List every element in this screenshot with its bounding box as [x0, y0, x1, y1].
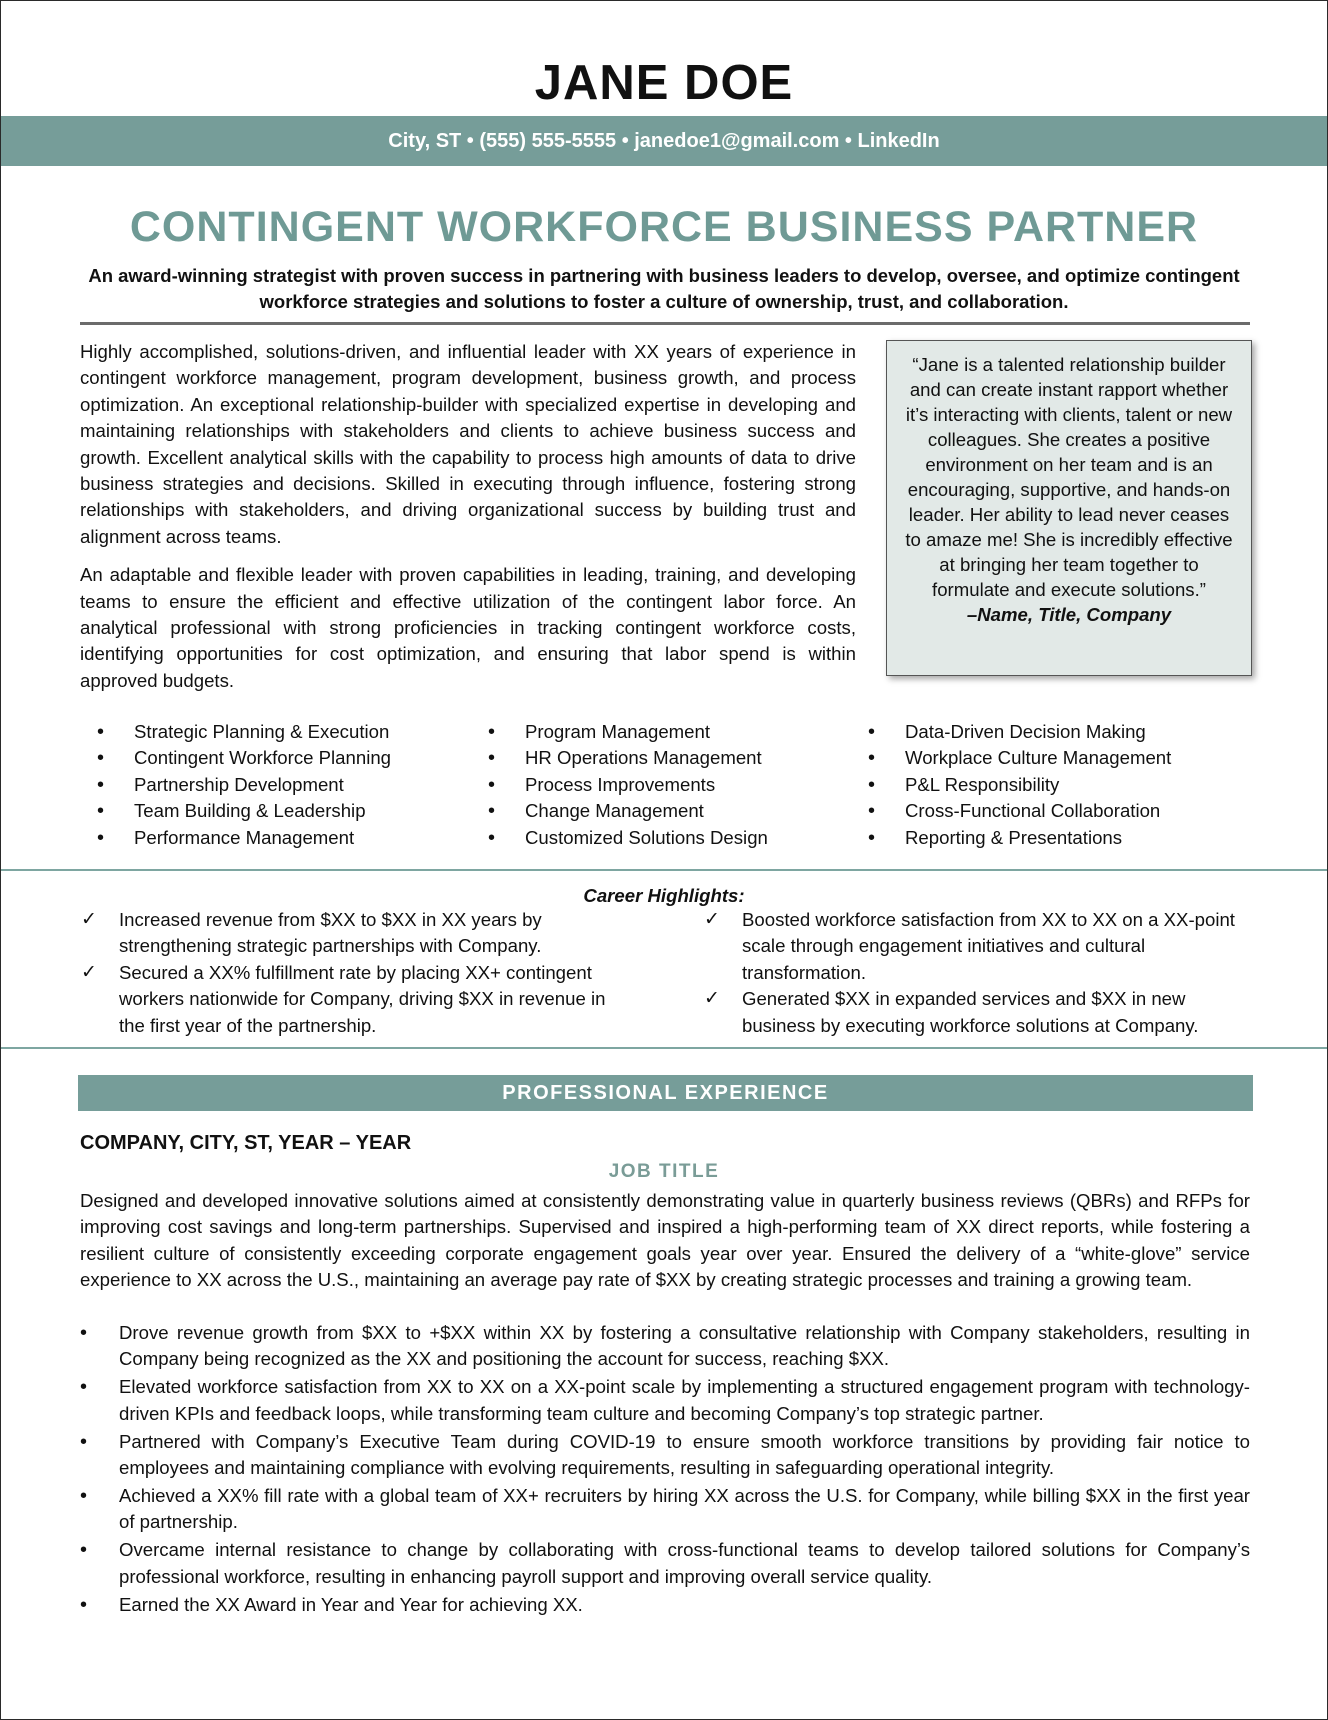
- checkmark-icon: ✓: [81, 961, 97, 983]
- achievement-text: Elevated workforce satisfaction from XX to XX on a XX-point scale by implementing a structured engagement program with technology-driven KPIs and feedback loops, while transforming team culture and becoming Company’s top strategic partner.: [119, 1376, 1250, 1424]
- highlight-item: [81, 960, 626, 1039]
- summary-paragraph: An adaptable and flexible leader with proven capabilities in leading, training, and developing teams to ensure the efficient and effective utilization of the contingent labor force. An analytical professional with strong proficiencies in tracking contingent workforce costs, identifying opportunities for cost optimization, and ensuring that labor spend is within approved budgets.: [80, 564, 856, 691]
- target-job-headline: CONTINGENT WORKFORCE BUSINESS PARTNER: [129, 203, 1199, 251]
- bullet-icon: •: [80, 1484, 88, 1507]
- testimonial-box: [886, 340, 1252, 676]
- highlight-item: [704, 907, 1252, 986]
- achievement-item: [80, 1429, 1250, 1482]
- competency-label: Strategic Planning & Execution: [134, 721, 390, 742]
- competency-label: Data-Driven Decision Making: [905, 721, 1146, 742]
- achievement-list: [80, 1320, 1250, 1619]
- bullet-icon: •: [868, 721, 876, 743]
- highlight-text: Generated $XX in expanded services and $XX in new business by executing workforce solutions at Company.: [742, 988, 1199, 1036]
- bullet-icon: •: [868, 800, 876, 823]
- bullet-icon: •: [80, 1593, 88, 1616]
- highlights-column-left: [81, 907, 626, 1039]
- bullet-icon: •: [80, 1430, 88, 1453]
- achievement-item: [80, 1374, 1250, 1427]
- highlight-text: Increased revenue from $XX to $XX in XX years by strengthening strategic partnerships with Company.: [119, 909, 542, 957]
- achievement-text: Earned the XX Award in Year and Year for achieving XX.: [119, 1593, 583, 1615]
- competency-label: P&L Responsibility: [905, 773, 1060, 795]
- checkmark-icon: ✓: [704, 988, 720, 1010]
- competency-label: Customized Solutions Design: [525, 826, 768, 848]
- bullet-icon: •: [868, 826, 876, 849]
- competency-label: Process Improvements: [525, 773, 716, 795]
- header-divider: [80, 322, 1250, 325]
- candidate-name: JANE DOE: [534, 56, 794, 110]
- bullet-icon: •: [488, 773, 496, 796]
- core-competencies: [1, 719, 1328, 859]
- highlights-column-right: [704, 907, 1252, 1039]
- competency-label: Team Building & Leadership: [134, 800, 366, 822]
- career-highlights-title: Career Highlights:: [583, 885, 745, 906]
- competency-label: Program Management: [525, 721, 710, 742]
- bullet-icon: •: [868, 773, 876, 796]
- bullet-icon: •: [80, 1376, 88, 1399]
- value-proposition-tagline: An award-winning strategist with proven success in partnering with business leaders to develop, oversee, and optimize contingent workforce strategies and solutions to foster a culture of ownership, trust, and collaboration.: [88, 265, 1240, 312]
- bullet-icon: •: [488, 747, 496, 770]
- highlight-text: Secured a XX% fulfillment rate by placing XX+ contingent workers nationwide for Company, driving $XX in revenue in the first year of the partnership.: [119, 961, 606, 1036]
- job-title: JOB TITLE: [608, 1161, 720, 1182]
- achievement-text: Partnered with Company’s Executive Team during COVID-19 to ensure smooth workforce transitions by providing fair notice to employees and maintaining compliance with evolving requirements, resulting in safeguarding operational integrity.: [119, 1430, 1250, 1479]
- summary-section: [80, 339, 856, 706]
- competency-label: Reporting & Presentations: [905, 826, 1123, 848]
- testimonial-quote: “Jane is a talented relationship builder and can create instant rapport whether it’s interacting with clients, talent or new colleagues. She creates a positive environment on her team and is an encouraging, supportive, and hands-on leader. Her ability to lead never ceases to amaze me! She is incredibly effective at bringing her team together to formulate and execute solutions.”: [905, 354, 1233, 600]
- achievement-item: [80, 1483, 1250, 1536]
- competency-label: Performance Management: [134, 826, 355, 848]
- section-divider: [1, 869, 1327, 871]
- bullet-icon: •: [868, 747, 876, 770]
- bullet-icon: •: [97, 773, 105, 796]
- achievement-item: [80, 1537, 1250, 1590]
- bullet-icon: •: [97, 747, 105, 770]
- checkmark-icon: ✓: [704, 909, 720, 930]
- competency-label: Cross-Functional Collaboration: [905, 800, 1161, 822]
- bullet-icon: •: [80, 1539, 88, 1562]
- testimonial-attribution: –Name, Title, Company: [966, 604, 1172, 625]
- achievement-text: Achieved a XX% fill rate with a global team of XX+ recruiters by hiring XX across the U.S. for Company, while billing $XX in the first year of partnership.: [119, 1484, 1250, 1533]
- bullet-icon: •: [97, 721, 105, 743]
- achievement-item: [80, 1592, 1250, 1618]
- section-divider: [1, 1047, 1327, 1049]
- company-line: COMPANY, CITY, ST, YEAR – YEAR: [80, 1132, 412, 1154]
- bullet-icon: •: [488, 800, 496, 823]
- bullet-icon: •: [488, 826, 496, 849]
- achievement-text: Overcame internal resistance to change by collaborating with cross-functional teams to develop tailored solutions for Company’s professional workforce, resulting in enhancing payroll support and improving overall service quality.: [119, 1539, 1250, 1587]
- highlight-item: [81, 907, 626, 960]
- bullet-icon: •: [97, 800, 105, 823]
- job-description: Designed and developed innovative solutions aimed at consistently demonstrating value in quarterly business reviews (QBRs) and RFPs for improving cost savings and long-term partnerships. Supervised and inspired a high-performing team of XX direct reports, while fostering a resilient culture of consistently exceeding corporate engagement goals year over year. Ensured the delivery of a “white-glove” service experience to XX across the U.S., maintaining an average pay rate of $XX by creating strategic processes and training a growing team.: [80, 1190, 1250, 1291]
- highlight-item: [704, 986, 1252, 1039]
- achievement-text: Drove revenue growth from $XX to +$XX within XX by fostering a consultative relationship with Company stakeholders, resulting in Company being recognized as the XX and positioning the account for success, reaching $XX.: [119, 1322, 1250, 1370]
- competency-label: Workplace Culture Management: [905, 747, 1172, 769]
- checkmark-icon: ✓: [81, 909, 97, 930]
- competency-label: Partnership Development: [134, 773, 344, 795]
- competency-label: Change Management: [525, 800, 704, 822]
- bullet-icon: •: [80, 1322, 88, 1344]
- competency-label: Contingent Workforce Planning: [134, 747, 392, 769]
- summary-paragraph: Highly accomplished, solutions-driven, and influential leader with XX years of experience in contingent workforce management, program development, business growth, and process optimization. An exceptional relationship-builder with specialized expertise in developing and maintaining relationships with stakeholders and clients to achieve business success and growth. Excellent analytical skills with the capability to process high amounts of data to drive business strategies and decisions. Skilled in executing through influence, fostering strong relationships with stakeholders, and driving organizational success by building trust and alignment across teams.: [80, 341, 856, 547]
- competency-label: HR Operations Management: [525, 747, 762, 769]
- bullet-icon: •: [488, 721, 496, 743]
- highlight-text: Boosted workforce satisfaction from XX to XX on a XX-point scale through engagement initiatives and cultural transformation.: [742, 909, 1235, 983]
- achievement-item: [80, 1320, 1250, 1373]
- professional-experience-heading: PROFESSIONAL EXPERIENCE: [78, 1075, 1253, 1111]
- bullet-icon: •: [97, 826, 105, 849]
- contact-bar: City, ST • (555) 555-5555 • janedoe1@gmail.com • LinkedIn: [1, 116, 1327, 166]
